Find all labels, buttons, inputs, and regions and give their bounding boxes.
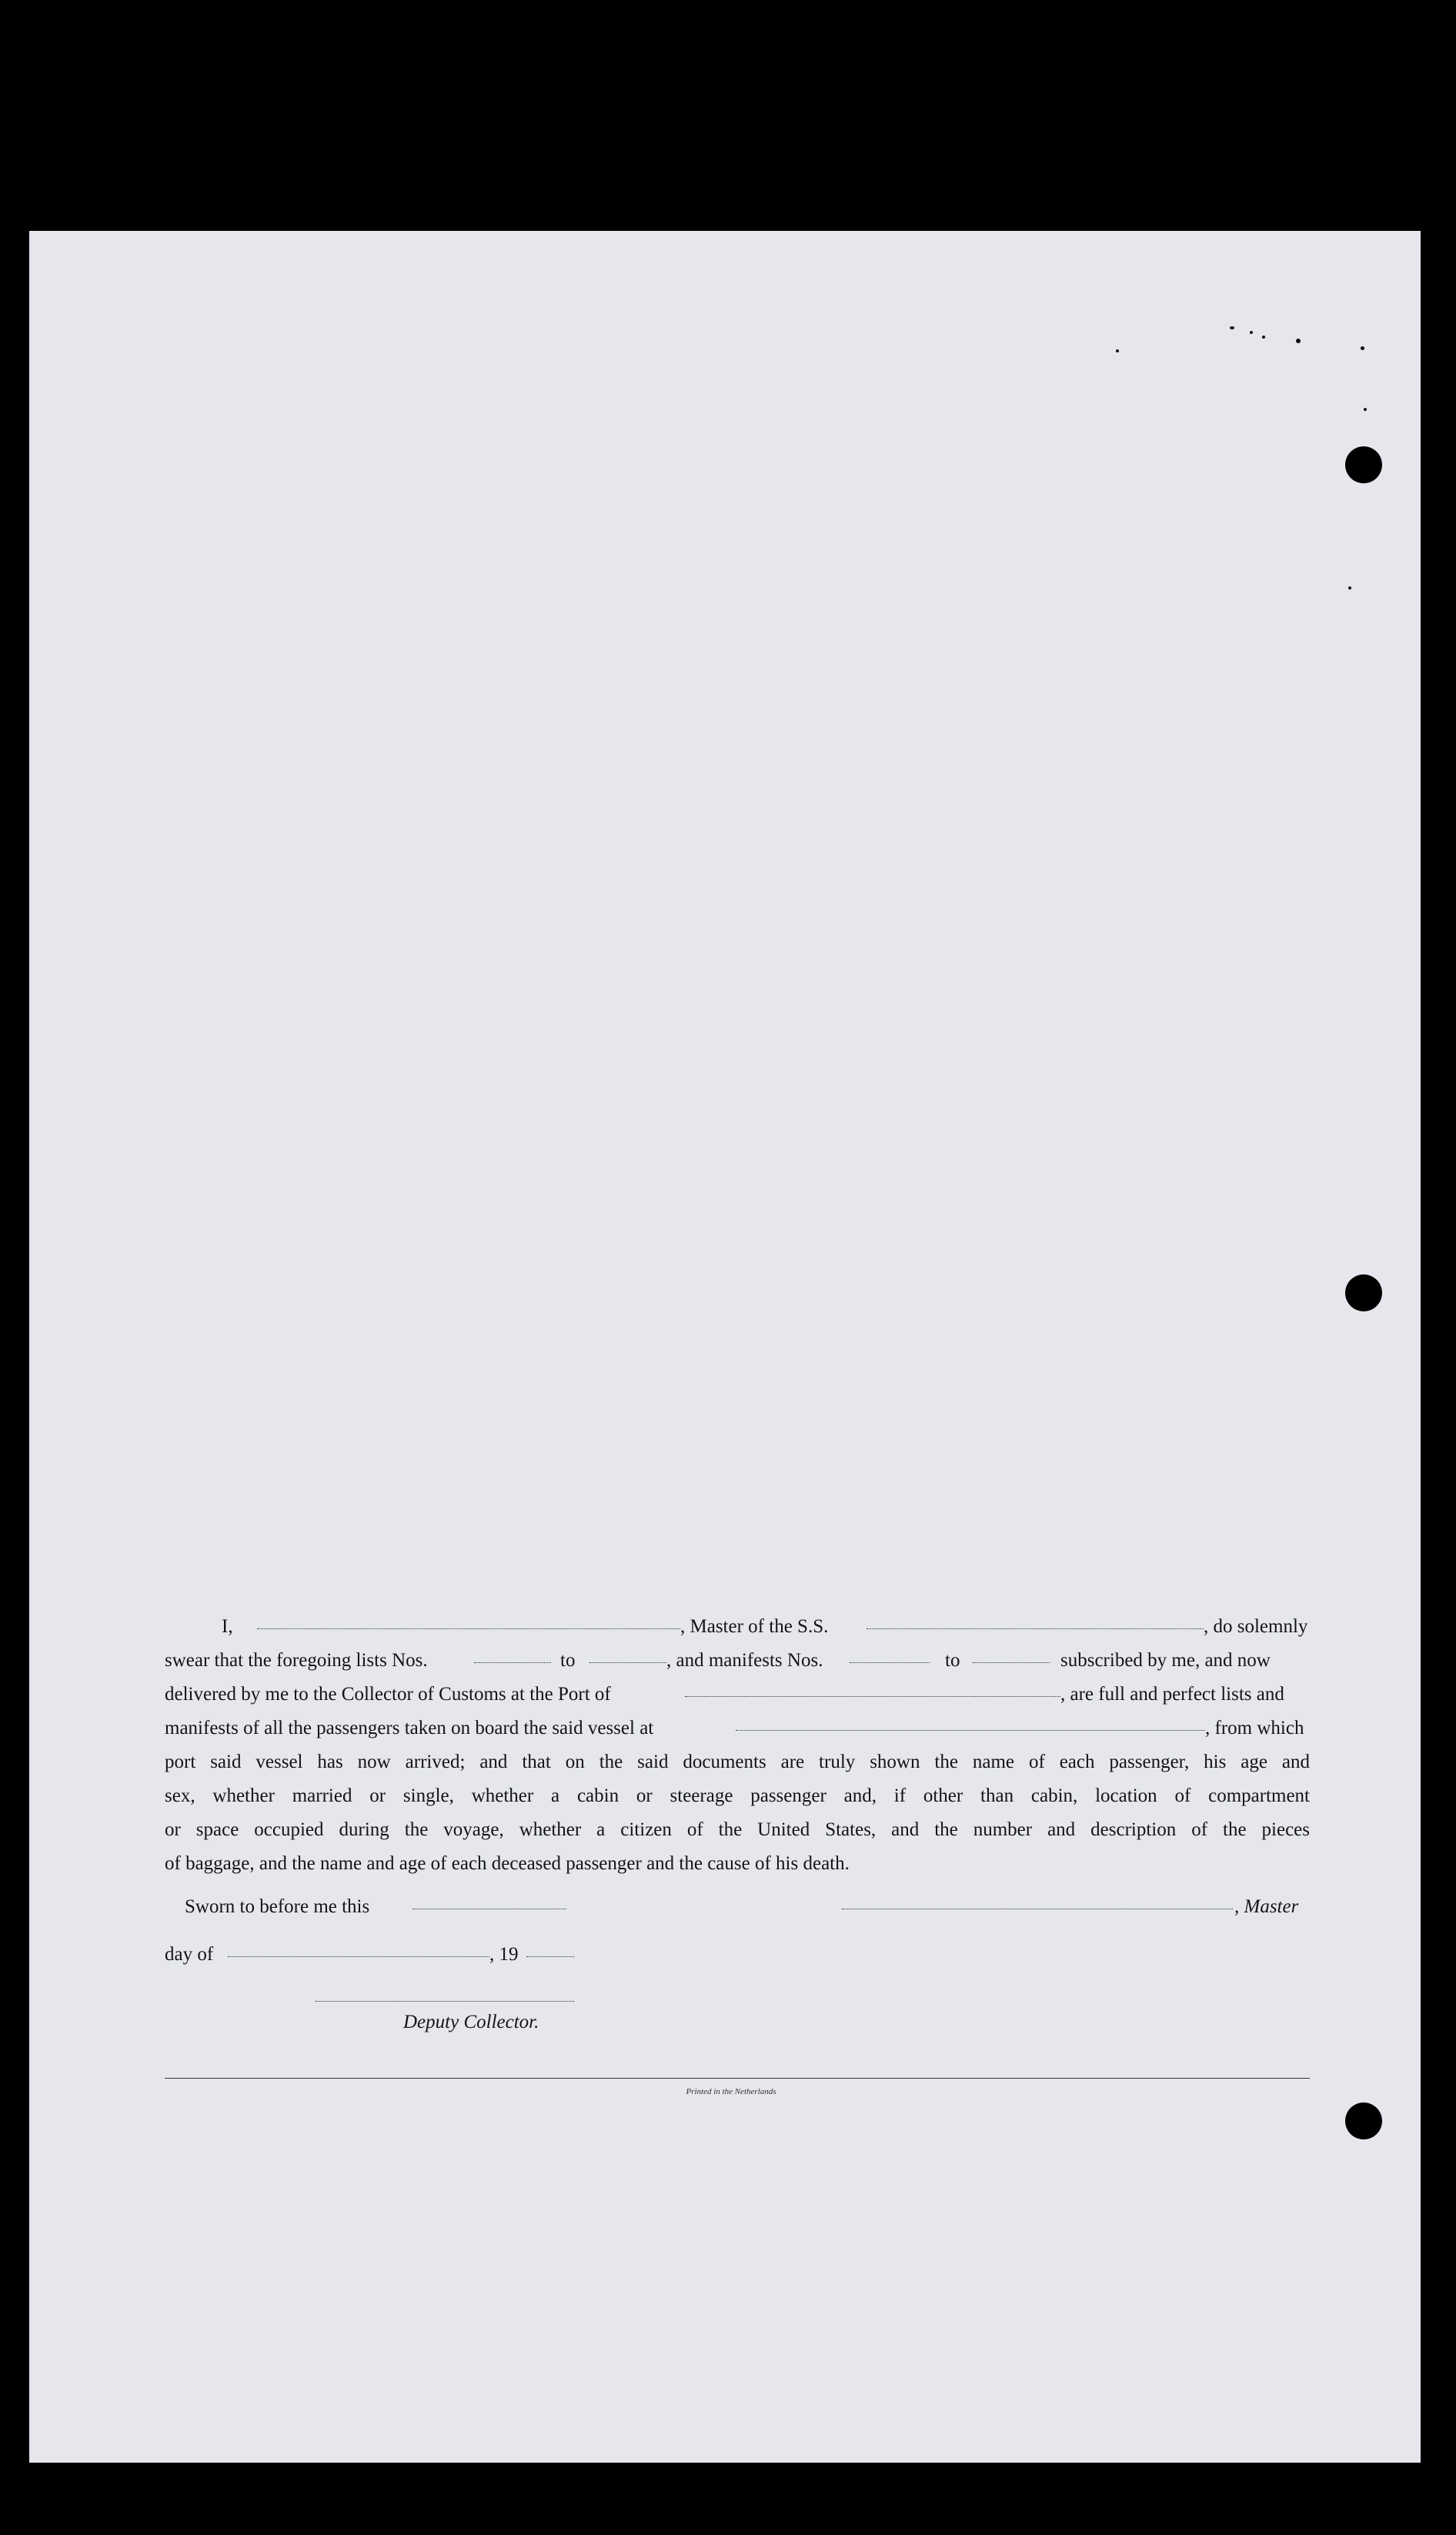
oath-line-8: of baggage, and the name and age of each deceased passenger and the cause of his death. — [165, 1853, 850, 1874]
oath-i-label: I, — [222, 1616, 233, 1637]
ink-speck — [1262, 336, 1265, 339]
vessel-at-label: manifests of all the passengers taken on board the said vessel at — [165, 1718, 654, 1738]
deputy-signature-line — [165, 1992, 1310, 2032]
punch-hole-top — [1345, 446, 1382, 483]
month-blank — [228, 1942, 489, 1957]
punch-hole-middle — [1345, 1274, 1382, 1311]
lists-to-blank — [589, 1648, 666, 1663]
year-prefix-label: , 19 — [489, 1944, 519, 1965]
oath-line-1 — [165, 1610, 1310, 1644]
ink-speck — [1348, 586, 1351, 589]
lists-to-label: to — [560, 1650, 576, 1671]
oath-line-5: port said vessel has now arrived; and that on the said documents are truly shown the name of each passenger, his age and — [165, 1752, 1310, 1772]
vessel-at-blank — [736, 1716, 1205, 1731]
oath-line-2 — [165, 1644, 1310, 1678]
oath-line-4 — [165, 1712, 1310, 1745]
master-name-blank — [257, 1615, 680, 1629]
oath-line-3 — [165, 1678, 1310, 1712]
year-blank — [526, 1942, 574, 1957]
ink-speck — [1250, 331, 1253, 334]
solemnly-label: , do solemnly — [1204, 1616, 1308, 1637]
printed-in-label: Printed in the Netherlands — [686, 2087, 776, 2096]
footer-rule — [165, 2078, 1310, 2079]
day-line — [165, 1938, 1310, 1972]
master-signature-blank — [842, 1895, 1233, 1909]
subscribed-label: subscribed by me, and now — [1060, 1650, 1271, 1671]
document-page — [29, 231, 1421, 2463]
manifests-from-blank — [850, 1648, 930, 1663]
ink-speck — [1230, 326, 1234, 329]
port-blank — [685, 1682, 1060, 1697]
ink-speck — [1116, 349, 1119, 352]
day-of-label: day of — [165, 1944, 214, 1965]
vessel-name-blank — [867, 1615, 1204, 1629]
deputy-signature-blank — [316, 1987, 574, 2002]
manifests-to-blank — [973, 1648, 1050, 1663]
lists-nos-label: swear that the foregoing lists Nos. — [165, 1650, 428, 1671]
sworn-date-blank — [412, 1895, 566, 1909]
punch-hole-bottom — [1345, 2102, 1382, 2139]
manifests-nos-label: , and manifests Nos. — [666, 1650, 823, 1671]
master-label: , Master — [1234, 1896, 1299, 1917]
lists-from-blank — [474, 1648, 551, 1663]
port-label: delivered by me to the Collector of Customs at the Port of — [165, 1684, 611, 1705]
oath-line-6: sex, whether married or single, whether a cabin or steerage passenger and, if other than cabin, location of compartment — [165, 1785, 1310, 1806]
ink-speck — [1361, 346, 1364, 350]
ink-speck — [1364, 408, 1367, 411]
manifests-to-label: to — [945, 1650, 960, 1671]
ink-speck — [1296, 339, 1301, 343]
sworn-line — [165, 1890, 1310, 1924]
from-which-label: , from which — [1205, 1718, 1304, 1738]
deputy-collector-label: Deputy Collector. — [403, 2012, 539, 2032]
oath-statement — [165, 1610, 1310, 2032]
perfect-lists-label: , are full and perfect lists and — [1060, 1684, 1284, 1705]
master-of-label: , Master of the S.S. — [680, 1616, 829, 1637]
sworn-label: Sworn to before me this — [185, 1896, 370, 1917]
oath-line-7: or space occupied during the voyage, whether a citizen of the United States, and the number and description of the pieces — [165, 1819, 1310, 1840]
